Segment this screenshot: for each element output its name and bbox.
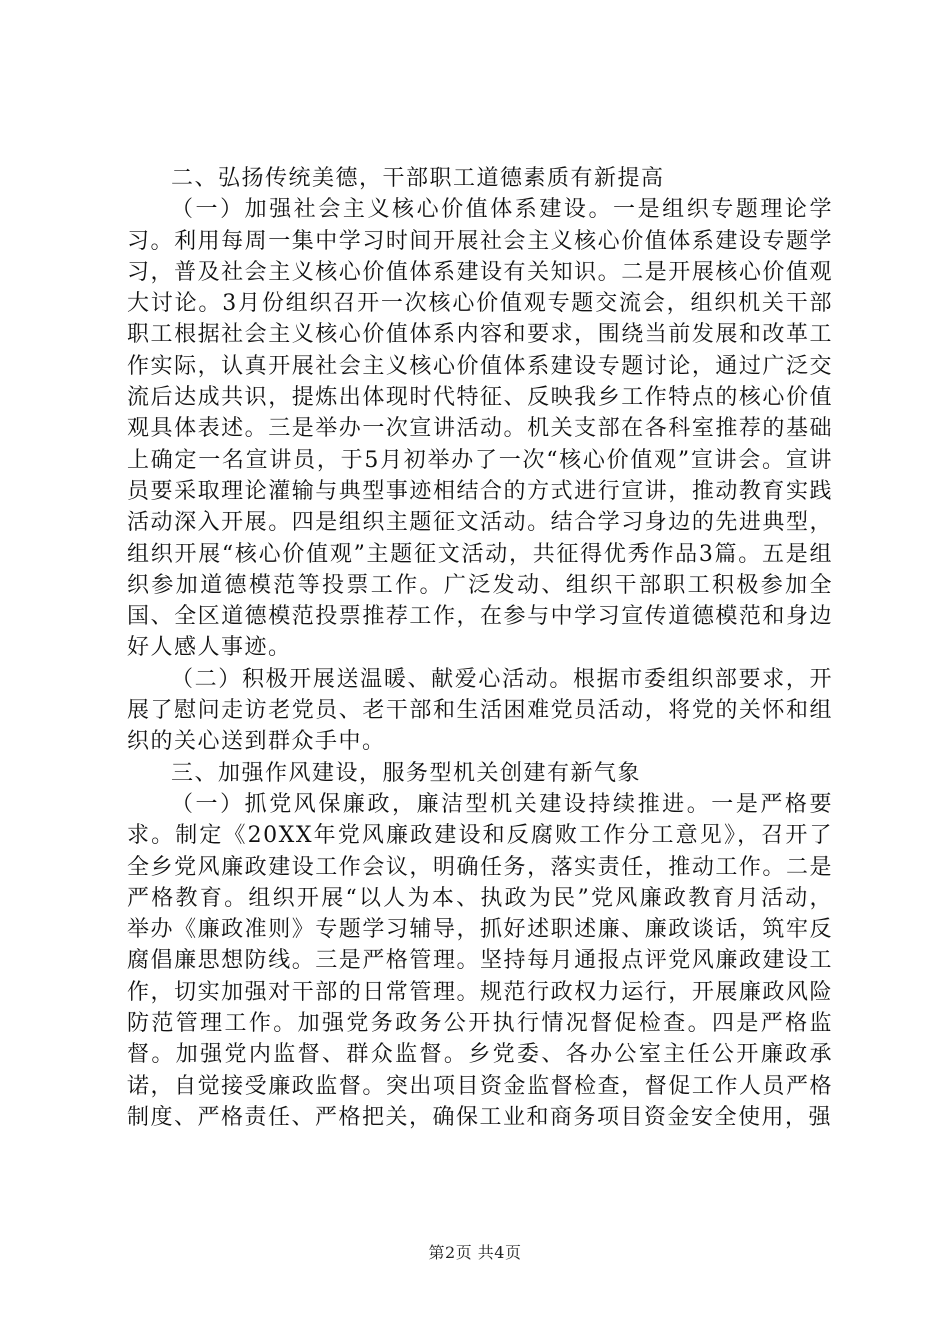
section-heading-3: 三、加强作风建设，服务型机关创建有新气象 [171,760,642,786]
section-heading-2: 二、弘扬传统美德，干部职工道德素质有新提高 [171,166,665,191]
document-body [127,163,833,1133]
paragraph-warmth-activities: （二）积极开展送温暖、献爱心活动。根据市委组织部要求，开展了慰问走访老党员、老干部和生活困难党员活动，将党的关怀和组织的关心送到群众手中。 [127,666,833,755]
paragraph-core-values: （一）加强社会主义核心价值体系建设。一是组织专题理论学习。利用每周一集中学习时间开展社会主义核心价值体系建设专题学习，普及社会主义核心价值体系建设有关知识。二是开展核心价值观大讨论。3月份组织召开一次核心价值观专题交流会，组织机关干部职工根据社会主义核心价值体系内容和要求，围绕当前发展和改革工作实际，认真开展社会主义核心价值体系建设专题讨论，通过广泛交流后达成共识，提炼出体现时代特征、反映我乡工作特点的核心价值观具体表述。三是举办一次宣讲活动。机关支部在各科室推荐的基础上确定一名宣讲员，于5月初举办了一次“核心价值观”宣讲会。宣讲员要采取理论灌输与典型事迹相结合的方式进行宣讲，推动教育实践活动深入开展。四是组织主题征文活动。结合学习身边的先进典型，组织开展“核心价值观”主题征文活动，共征得优秀作品3篇。五是组织参加道德模范等投票工作。广泛发动、组织干部职工积极参加全国、全区道德模范投票推荐工作，在参与中学习宣传道德模范和身边好人感人事迹。 [127,197,833,661]
paragraph-clean-government: （一）抓党风保廉政，廉洁型机关建设持续推进。一是严格要求。制定《20XX年党风廉政建设和反腐败工作分工意见》，召开了全乡党风廉政建设工作会议，明确任务，落实责任，推动工作。二是严格教育。组织开展“以人为本、执政为民”党风廉政教育月活动，举办《廉政准则》专题学习辅导，抓好述职述廉、廉政谈话，筑牢反腐倡廉思想防线。三是严格管理。坚持每月通报点评党风廉政建设工作，切实加强对干部的日常管理。规范行政权力运行，开展廉政风险防范管理工作。加强党务政务公开执行情况督促检查。四是严格监督。加强党内监督、群众监督。乡党委、各办公室主任公开廉政承诺，自觉接受廉政监督。突出项目资金监督检查，督促工作人员严格制度、严格责任、严格把关，确保工业和商务项目资金安全使用，强 [127,791,833,1130]
page-footer: 第2页 共4页 [428,1243,522,1262]
